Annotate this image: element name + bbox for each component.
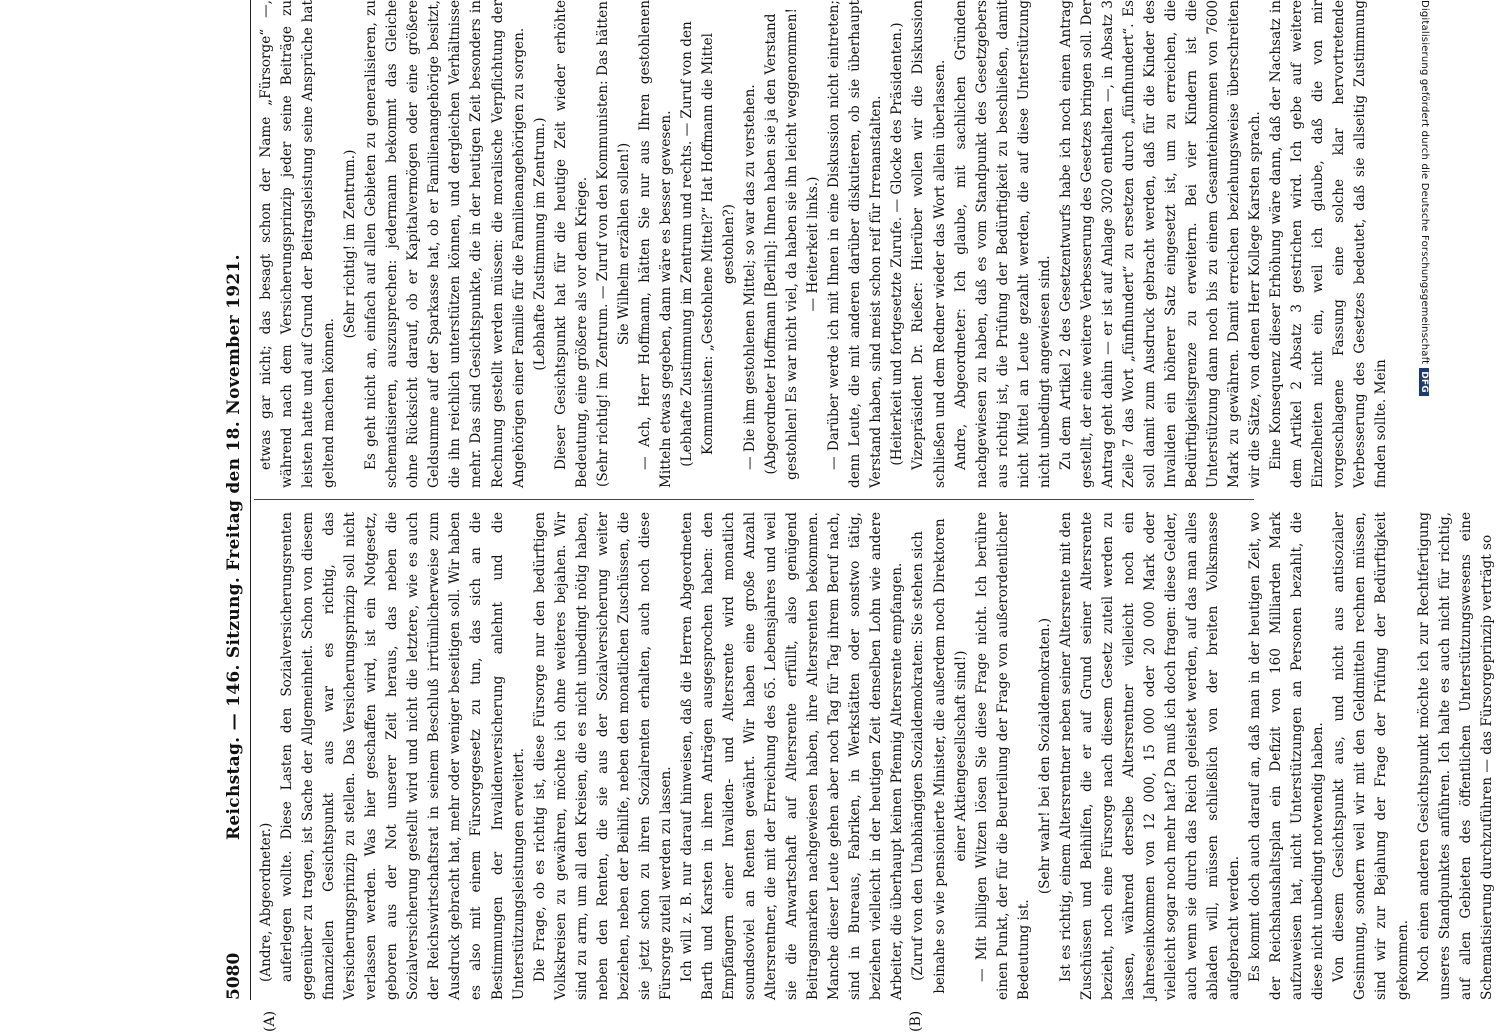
- paragraph: (Sehr richtig! im Zentrum.): [342, 149, 359, 339]
- page-number: 5080: [224, 952, 244, 1000]
- paragraph: Von diesem Gesichtspunkt aus, und nicht aus antisozialer Gesinnung, sondern weil wir mit den Geldmitteln rechnen müssen, sind wir zur Bejahung der Frage der Prüfung der Bedürftigkeit gekommen.: [1331, 512, 1411, 1000]
- page-header: [216, 0, 250, 1000]
- text-column-right: [256, 0, 1390, 488]
- paragraph: Es kommt doch auch darauf an, daß man in der heutigen Zeit, wo der Reichshaushaltsplan ein Defizit von 160 Milliarden Mark aufzuweisen hat, nicht Unterstützungen an Personen bezahlt, die diese nicht unbedingt notwendig haben.: [1247, 512, 1327, 1000]
- paragraph: (Heiterkeit und fortgesetzte Zurufe. — Glocke des Präsidenten.): [889, 22, 906, 466]
- paragraph: auferlegen wollte. Diese Lasten den Sozialversicherungsrenten gegenüber zu tragen, ist Sache der Allgemeinheit. Schon von diesem finanziellen Gesichtspunkt aus war es richtig, das Versicherungsprinzip zu stellen. Das Versicherungsprinzip soll nicht verlassen werden. Was hier geschaffen wird, ist ein Notgesetz, geboren aus der Not unserer Zeit heraus, das neben die Sozialversicherung gestellt wird und nicht die letztere, wie es auch der Reichswirtschaftsrat in seinem Beschluß irrtümlicherweise zum Ausdruck gebracht hat, mehr oder weniger beseitigen soll. Wir haben es also mit einem Fürsorgegesetz zu tun, das sich an die Bestimmungen der Invalidenversicherung anlehnt und die Unterstützungsleistungen erweitert.: [279, 512, 527, 1000]
- header-rule: [250, 0, 251, 1000]
- paragraph: — Mit billigen Witzen lösen Sie diese Frage nicht. Ich berühre einen Punkt, der für die Beurteilung der Frage von außerordentlicher Bedeutung ist.: [973, 512, 1032, 1000]
- paragraph: — Die ihm gestohlenen Mittel; so war das zu verstehen.: [742, 84, 759, 470]
- paragraph: Zu dem Artikel 2 des Gesetzentwurfs habe ich noch einen Antrag gestellt, der eine weitere Verbesserung des Gesetzes bringen soll. Der Antrag geht dahin — er ist auf Anlage 3020 enthalten —, in Absatz 3 Zeile 7 das Wort „fünfhundert“ zu ersetzen durch „fünfhundert“. Es soll damit zum Ausdruck gebracht werden, daß für die Kinder des Invaliden ein höherer Satz eingesetzt ist, um zu erreichen, die Bedürftigkeitsgrenze zu erweitern. Bei vier Kindern ist die Unterstützung dann noch bis zu einem Gesamteinkommen von 7600 Mark zu gewähren. Damit erreichen beziehungsweise überschreiten wir die Sätze, von denen Herr Kollege Karsten sprach.: [1057, 0, 1264, 488]
- paragraph: Die Frage, ob es richtig ist, diese Fürsorge nur den bedürftigen Volkskreisen zu gewähren, möchte ich ohne weiteres bejahen. Wir sind zu arm, um all den Kreisen, die es nicht unbedingt nötig haben, neben den Renten, die sie aus der Sozialversicherung weiter beziehen, neben der Beihilfe, neben den monatlichen Zuschüssen, die sie jetzt schon zu ihren Sozialrenten erhalten, auch noch diese Fürsorge zuteil werden zu lassen.: [531, 512, 674, 1000]
- paragraph: — Ach, Herr Hoffmann, hätten Sie nur aus Ihren gestohlenen Mitteln etwas gegeben, dann wäre es besser gewesen.: [636, 0, 674, 488]
- paragraph: Andre, Abgeordneter: Ich glaube, mit sachlichen Gründen nachgewiesen zu haben, daß es vom Standpunkt des Gesetzgebers aus richtig ist, die Prüfung der Bedürftigkeit zu beschließen, damit nicht Mittel an Leute gezahlt werden, die auf diese Unterstützung nicht unbedingt angewiesen sind.: [952, 0, 1053, 488]
- paragraph: (Zuruf von den Unabhängigen Sozialdemokraten: Sie stehen sich beinahe so wie pensionierte Minister, die außerdem noch Direktoren einer Aktiengesellschaft sind!): [910, 518, 969, 994]
- paragraph: Dieser Gesichtspunkt hat für die heutige Zeit wieder erhöhte Bedeutung, eine größere als vor dem Kriege.: [552, 0, 590, 488]
- paragraph: Noch einen anderen Gesichtspunkt möchte ich zur Rechtfertigung unseres Standpunktes anführen. Ich halte es auch nicht für richtig, auf allen Gebieten des öffentlichen Unterstützungswesens eine Schematisierung durchzuführen — das Fürsorgeprinzip verträgt so: [1415, 512, 1495, 1000]
- margin-marker-a: (A): [262, 1010, 278, 1032]
- paragraph: (Lebhafte Zustimmung im Zentrum.): [531, 117, 548, 371]
- paragraph: Eine Konsequenz dieser Erhöhung wäre dann, daß der Nachsatz in dem Artikel 2 Absatz 3 gestrichen wird. Ich gebe auf weitere Einzelheiten nicht ein, weil ich glaube, daß die von mir vorgeschlagene Fassung eine solche klar hervortretende Verbesserung des Gesetzes bedeutet, daß sie allseitig Zustimmung finden sollte. Mein: [1268, 0, 1390, 488]
- paragraph: (Abgeordneter Hoffmann [Berlin]: Ihnen haben sie ja den Verstand gestohlen! Es war nicht viel, da haben sie ihn leicht weggenommen! — Heiterkeit links.): [763, 8, 822, 480]
- dfg-credit-text: Digitalisierung gefördert durch die Deutsche Forschungsgemeinschaft: [1419, 0, 1430, 365]
- paragraph: Vizepräsident Dr. Rießer: Hierüber wollen wir die Diskussion schließen und dem Redner wieder das Wort allein überlassen.: [910, 0, 948, 488]
- text-column-left: [256, 512, 1495, 1000]
- paragraph: (Sehr richtig! im Zentrum. — Zuruf von den Kommunisten: Das hätten Sie Wilhelm erzählen sollen!): [594, 1, 632, 487]
- paragraph: Es geht nicht an, einfach auf allen Gebieten zu generalisieren, zu schematisieren, auszusprechen: jedermann bekommt das Gleiche ohne Rücksicht darauf, ob er Kapitalvermögen oder eine größere Geldsumme auf der Sparkasse hat, ob er Familienangehörige besitzt, die ihn reichlich unterstützen können, und dergleichen Verhältnisse mehr. Das sind Gesichtspunkte, die in der heutigen Zeit besonders in Rechnung gestellt werden müssen: die moralische Verpflichtung der Angehörigen einer Familie für die Familienangehörigen zu sorgen.: [363, 0, 527, 488]
- paragraph: (Sehr wahr! bei den Sozialdemokraten.): [1036, 617, 1053, 895]
- page-title: Reichstag. — 146. Sitzung. Freitag den 18. November 1921.: [224, 254, 244, 840]
- paragraph: Ist es richtig, einem Altersrentner neben seiner Altersrente mit den Zuschüssen und Beihilfen, die er auf Grund seiner Altersrente bezieht, noch eine Fürsorge nach diesem Gesetz zuteil werden zu lassen, während derselbe Altersrentner vielleicht noch ein Jahreseinkommen von 12 000, 15 000 oder 20 000 Mark oder vielleicht sogar noch mehr hat? Da muß ich doch fragen: diese Gelder, auch wenn sie durch das Reich geleistet werden, auf das man alles abladen will, müssen schließlich von der breiten Volksmasse aufgebracht werden.: [1057, 512, 1243, 1000]
- paragraph: (Lebhafte Zustimmung im Zentrum und rechts. — Zuruf von den Kommunisten: „Gestohlene Mittel?“ Hat Hoffmann die Mittel gestohlen?): [678, 21, 738, 467]
- paragraph: Ich will z. B. nur darauf hinweisen, daß die Herren Abgeordneten Barth und Karsten in ihren Anträgen ausgesprochen haben: den Empfängern einer Invaliden- und Altersrente wird monatlich soundsoviel an Renten gewährt. Wir haben eine große Anzahl Altersrentner, die mit der Erreichung des 65. Lebensjahres und weil sie die Anwartschaft auf Altersrente erfüllt, also genügend Beitragsmarken nachgewiesen haben, ihre Altersrenten bekommen. Manche dieser Leute gehen aber noch Tag für Tag ihrem Beruf nach, sind in Bureaus, Fabriken, in Werkstätten oder sonstwo tätig, beziehen vielleicht in der heutigen Zeit denselben Lohn wie andere Arbeiter, die überhaupt keinen Pfennig Altersrente empfangen.: [678, 512, 906, 1000]
- margin-marker-b: (B): [908, 1010, 924, 1032]
- dfg-logo: DFG: [1419, 368, 1429, 396]
- paragraph: — Darüber werde ich mit Ihnen in eine Diskussion nicht eintreten; denn Leute, die mit anderen darüber diskutieren, ob sie überhaupt Verstand haben, sind meist schon reif für Irrenanstalten.: [826, 0, 885, 488]
- paragraph: (Andre, Abgeordneter.): [258, 822, 274, 982]
- paragraph: etwas gar nicht; das besagt schon der Name „Fürsorge“ —, während nach dem Versicherungsprinzip jeder seine Beiträge zu leisten hatte und auf Grund der Beitragsleistung seine Ansprüche hat geltend machen können.: [258, 0, 338, 488]
- column-divider: [254, 499, 1254, 500]
